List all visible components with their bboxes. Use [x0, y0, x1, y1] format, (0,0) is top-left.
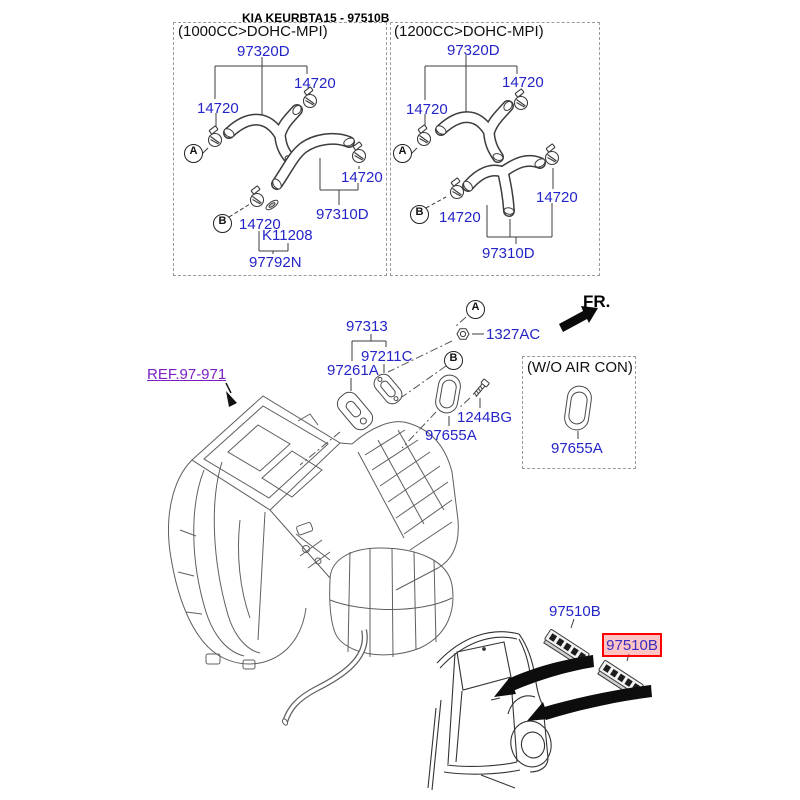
wo-aircon-title: (W/O AIR CON) — [527, 359, 633, 376]
callout-b: B — [410, 205, 429, 224]
part-label-97261a[interactable]: 97261A — [327, 362, 379, 379]
part-label-14720[interactable]: 14720 — [536, 189, 578, 206]
ref-link-97-971[interactable]: REF.97-971 — [147, 366, 227, 383]
part-label-97510b[interactable]: 97510B — [549, 603, 601, 620]
part-label-14720[interactable]: 14720 — [294, 75, 336, 92]
hvac-unit-art — [169, 396, 459, 726]
part-label-k11208[interactable]: K11208 — [262, 227, 313, 244]
part-label-14720[interactable]: 14720 — [406, 101, 448, 118]
part-label-97211c[interactable]: 97211C — [361, 348, 413, 365]
callout-a: A — [393, 144, 412, 163]
part-label-97320d[interactable]: 97320D — [447, 42, 500, 59]
callout-a: A — [466, 300, 485, 319]
part-label-97310d[interactable]: 97310D — [316, 206, 369, 223]
bracket-97261a-art — [334, 389, 377, 434]
part-label-97313[interactable]: 97313 — [346, 318, 388, 335]
part-label-14720[interactable]: 14720 — [439, 209, 481, 226]
part-label-97510b-highlighted[interactable] — [602, 633, 662, 657]
page-title: KIA KEURBTA15 - 97510B — [242, 11, 390, 25]
part-label-14720[interactable]: 14720 — [341, 169, 383, 186]
part-label-1244bg[interactable]: 1244BG — [457, 409, 513, 426]
part-label-97655a-wo[interactable]: 97655A — [551, 440, 603, 457]
part-label-97310d[interactable]: 97310D — [482, 245, 535, 262]
callout-b: B — [213, 214, 232, 233]
part-label-14720[interactable]: 14720 — [197, 100, 239, 117]
engine-box-1-title: (1000CC>DOHC-MPI) — [178, 23, 328, 40]
part-label-14720[interactable]: 14720 — [239, 216, 281, 233]
engine-box-1200cc — [390, 22, 600, 276]
highlighted-part-number: 97510B — [606, 636, 658, 654]
part-label-97320d[interactable]: 97320D — [237, 43, 290, 60]
part-label-97792n[interactable]: 97792N — [249, 254, 302, 271]
engine-box-2-title: (1200CC>DOHC-MPI) — [394, 23, 544, 40]
callout-a: A — [184, 144, 203, 163]
nut-1327ac-icon — [457, 329, 469, 339]
bolt-1244bg-icon — [472, 379, 490, 398]
ref-arrow — [226, 383, 231, 393]
part-label-1327ac[interactable]: 1327AC — [486, 326, 541, 343]
callout-b: B — [444, 351, 463, 370]
part-label-97655a[interactable]: 97655A — [425, 427, 477, 444]
fr-direction-label: FR. — [583, 292, 611, 311]
part-label-14720[interactable]: 14720 — [502, 74, 544, 91]
